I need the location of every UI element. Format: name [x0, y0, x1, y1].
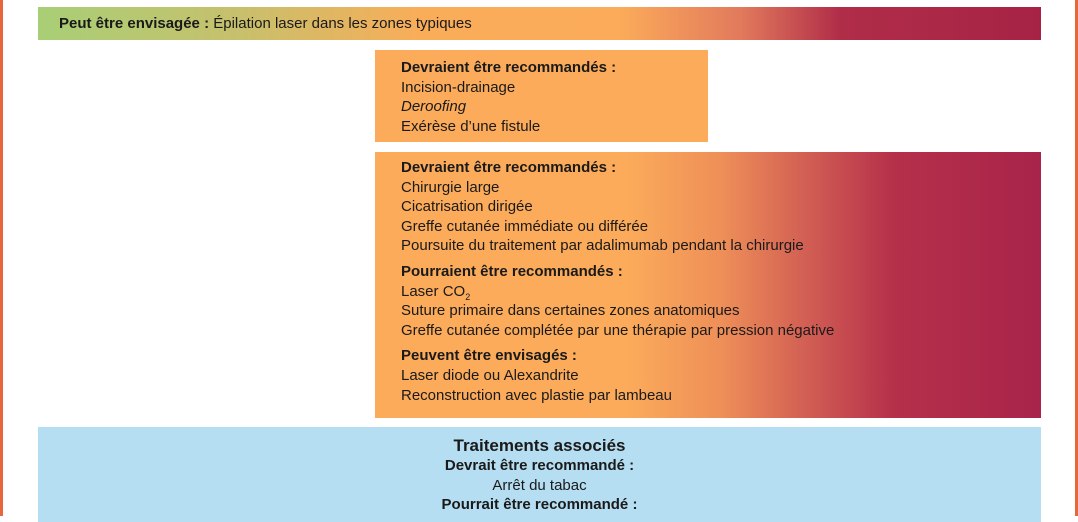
- group-recommended: [401, 158, 1041, 256]
- list-item: Suture primaire dans certaines zones anatomiques: [401, 302, 740, 320]
- group2-heading: Pourraient être recommandés :: [401, 262, 623, 280]
- associated-heading-2: Pourrait être recommandé :: [441, 496, 638, 513]
- group1-heading: Devraient être recommandés :: [401, 159, 617, 176]
- item-fistula-excision: Exérèse d’une fistule: [401, 117, 541, 135]
- group-could-be-recommended: [401, 262, 1041, 340]
- associated-heading-1: Devrait être recommandé :: [444, 457, 635, 474]
- laser-label: Laser CO: [401, 282, 466, 300]
- laser-subscript: 2: [465, 291, 471, 302]
- recommended-procedures-box: [375, 50, 708, 142]
- associated-item-1: Arrêt du tabac: [492, 476, 587, 494]
- top-bar-laser-epilation: [38, 7, 1041, 40]
- group-may-be-considered: [401, 346, 1041, 405]
- box-mid-heading: Devraient être recommandés :: [401, 59, 617, 76]
- top-bar-label: Peut être envisagée :: [59, 15, 210, 32]
- frame-border-left: [0, 0, 3, 516]
- item-incision-drainage: Incision-drainage: [401, 78, 516, 96]
- associated-title: Traitements associés: [453, 436, 626, 455]
- top-bar-text: Épilation laser dans les zones typiques: [209, 15, 472, 32]
- list-item: Cicatrisation dirigée: [401, 198, 533, 216]
- list-item: Laser diode ou Alexandrite: [401, 366, 579, 384]
- list-item: Chirurgie large: [401, 178, 500, 196]
- surgical-treatments-box: [375, 152, 1041, 418]
- group3-heading: Peuvent être envisagés :: [401, 347, 577, 365]
- list-item-laser-co2: [401, 282, 1041, 302]
- item-deroofing: Deroofing: [401, 98, 467, 116]
- list-item: Greffe cutanée immédiate ou différée: [401, 217, 649, 235]
- associated-treatments-box: [38, 427, 1041, 522]
- list-item: Greffe cutanée complétée par une thérapie par pression négative: [401, 321, 835, 339]
- list-item: Reconstruction avec plastie par lambeau: [401, 386, 672, 404]
- list-item: Poursuite du traitement par adalimumab pendant la chirurgie: [401, 237, 804, 255]
